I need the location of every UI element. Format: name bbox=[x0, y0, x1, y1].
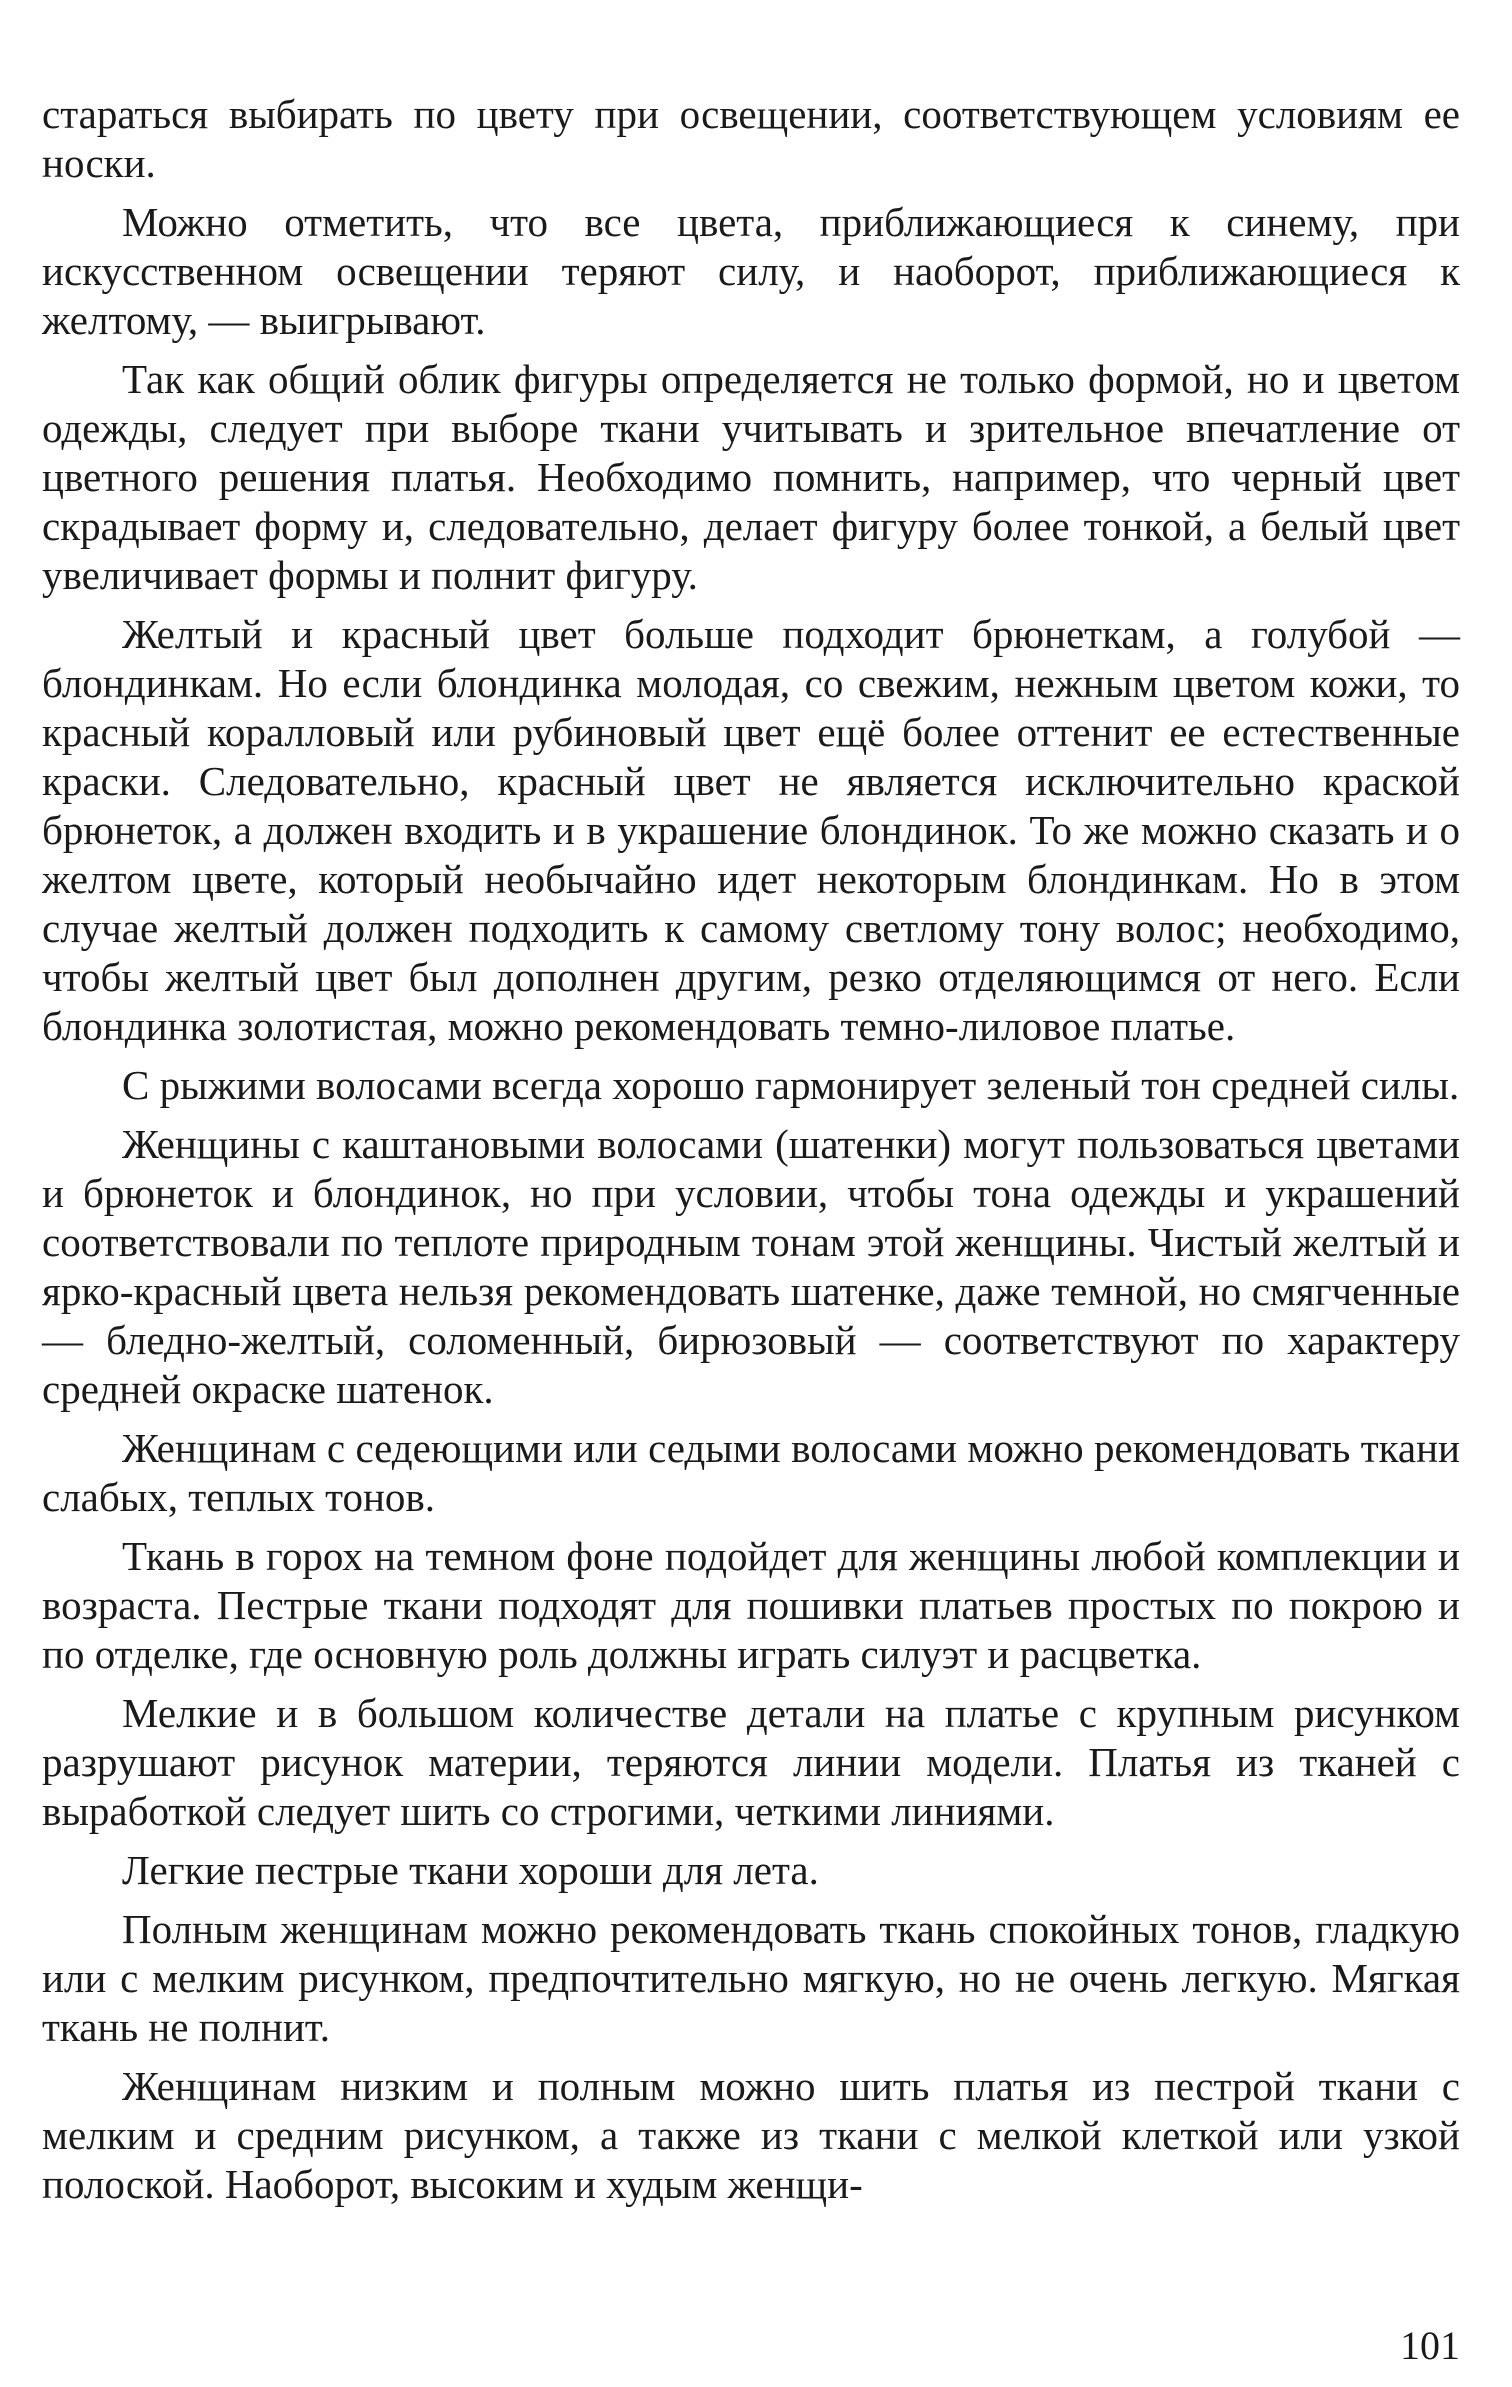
paragraph-continuation: стараться выбирать по цвету при освещении, соответствующем условиям ее носки. bbox=[42, 91, 1460, 186]
page-number: 101 bbox=[1400, 2323, 1460, 2368]
paragraph: Желтый и красный цвет больше подходит брюнеткам, а голубой — блондинкам. Но если блондинка молодая, со свежим, нежным цветом кожи, то красный коралловый или рубиновый цвет ещё более оттенит ее естественные краски. Следовательно, красный цвет не является исключительно краской брюнеток, а должен входить и в украшение блондинок. То же можно сказать и о желтом цвете, который необычайно идет некоторым блондинкам. Но в этом случае желтый должен подходить к самому светлому тону волос; необходимо, чтобы желтый цвет был дополнен другим, резко отделяющимся от него. Если блондинка золотистая, можно рекомендовать темно-лиловое платье. bbox=[42, 611, 1460, 1049]
book-page bbox=[42, 90, 1460, 2370]
body-text bbox=[42, 90, 1460, 2209]
paragraph: Мелкие и в большом количестве детали на платье с крупным рисунком разрушают рисунок материи, теряются линии модели. Платья из тканей с выработкой следует шить со строгими, четкими линиями. bbox=[42, 1690, 1460, 1834]
paragraph: Можно отметить, что все цвета, приближающиеся к синему, при искусственном освещении теряют силу, и наоборот, приближающиеся к желтому, — выигрывают. bbox=[42, 199, 1460, 343]
paragraph: Женщинам низким и полным можно шить платья из пестрой ткани с мелким и средним рисунком, а также из ткани с мелкой клеткой или узкой полоской. Наоборот, высоким и худым женщи- bbox=[42, 2063, 1460, 2207]
paragraph: Полным женщинам можно рекомендовать ткань спокойных тонов, гладкую или с мелким рисунком, предпочтительно мягкую, но не очень легкую. Мягкая ткань не полнит. bbox=[42, 1906, 1460, 2050]
paragraph: Легкие пестрые ткани хороши для лета. bbox=[122, 1847, 819, 1893]
paragraph: Так как общий облик фигуры определяется не только формой, но и цветом одежды, следует при выборе ткани учитывать и зрительное впечатление от цветного решения платья. Необходимо помнить, например, что черный цвет скрадывает форму и, следовательно, делает фигуру более тонкой, а белый цвет увеличивает формы и полнит фигуру. bbox=[42, 356, 1460, 598]
paragraph: Женщины с каштановыми волосами (шатенки) могут пользоваться цветами и брюнеток и блондинок, но при условии, чтобы тона одежды и украшений соответствовали по теплоте природным тонам этой женщины. Чистый желтый и ярко-красный цвета нельзя рекомендовать шатенке, даже темной, но смягченные — бледно-желтый, соломенный, бирюзовый — соответствуют по характеру средней окраске шатенок. bbox=[42, 1121, 1460, 1412]
paragraph: Ткань в горох на темном фоне подойдет для женщины любой комплекции и возраста. Пестрые ткани подходят для пошивки платьев простых по покрою и по отделке, где основную роль должны играть силуэт и расцветка. bbox=[42, 1533, 1460, 1677]
paragraph: С рыжими волосами всегда хорошо гармонирует зеленый тон средней силы. bbox=[122, 1062, 1460, 1108]
paragraph: Женщинам с седеющими или седыми волосами можно рекомендовать ткани слабых, теплых тонов. bbox=[42, 1425, 1460, 1520]
